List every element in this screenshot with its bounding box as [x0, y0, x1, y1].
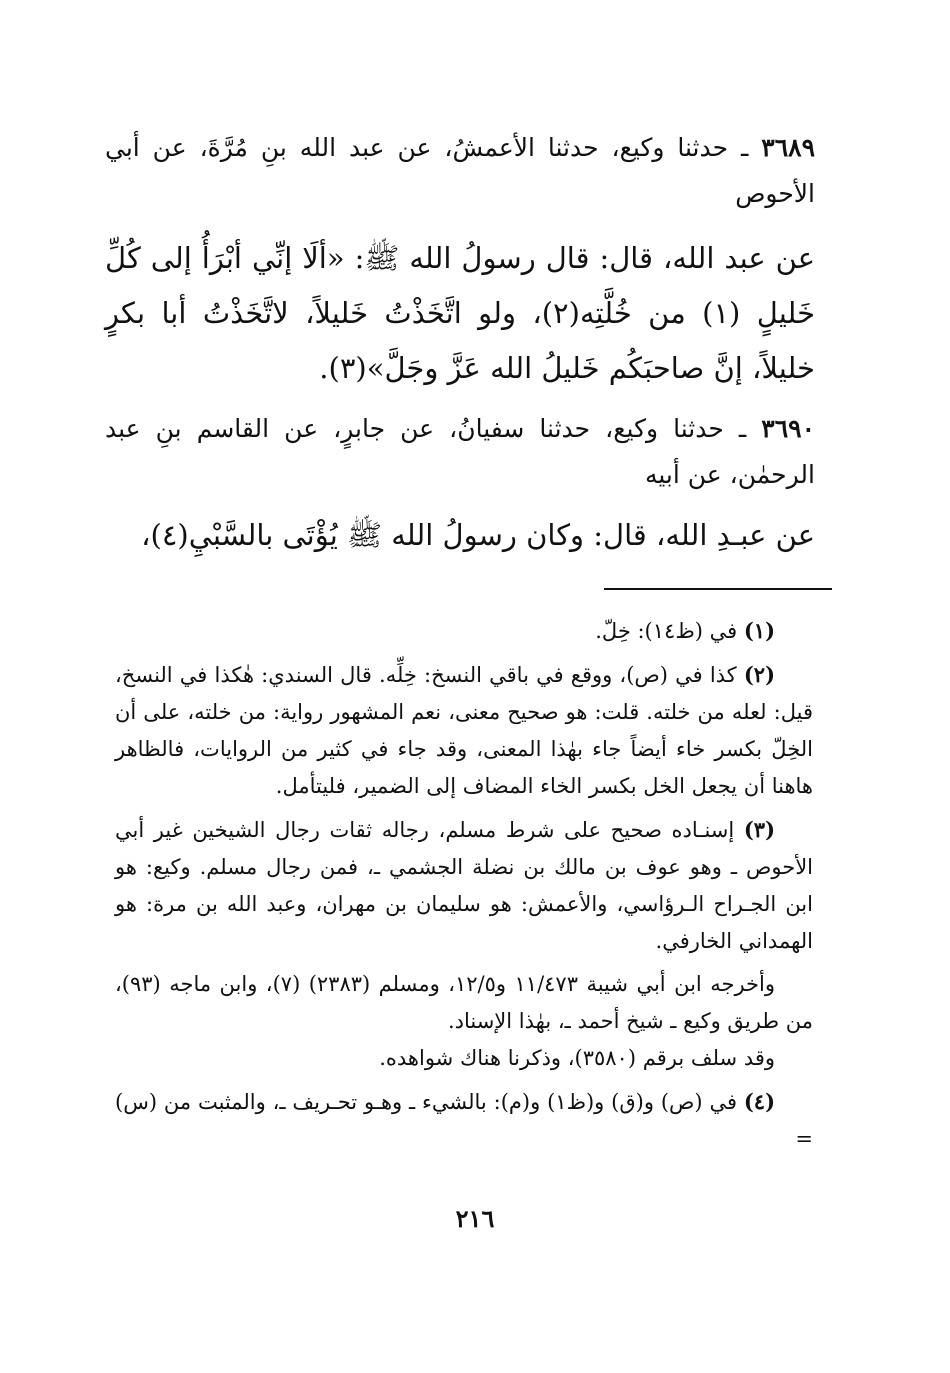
footnote-4 — [115, 1083, 813, 1158]
isnad-text: ـ حدثنا وكيع، حدثنا سفيانُ، عن جابرٍ، عن القاسم بنِ عبد الرحمٰن، عن أبيه — [105, 414, 815, 489]
hadith-matn: عن عبـدِ الله، قال: وكان رسولُ الله ﷺ يُؤْتَى بالسَّبْيِ(٤)، — [141, 518, 815, 552]
main-text — [105, 125, 815, 563]
footnote-mark: (٤) — [743, 1089, 776, 1114]
hadith-number: ٣٦٩٠ — [761, 414, 815, 443]
footnote-3-cross-reference: وقد سلف برقم (٣٥٨٠)، وذكرنا هناك شواهده. — [379, 1046, 775, 1070]
footnote-text: إسنـاده صحيح على شرط مسلم، رجاله ثقات رجال الشيخين غير أبي الأحوص ـ وهو عوف بن مالك بن نضلة الجشمي ـ، فمن رجال مسلم. وكيع: هو ابن الجـراح الـرؤاسي، والأعمش: هو سليمان بن مهران، وعبد الله بن مرة: هو الهمداني الخارفي. — [115, 818, 813, 953]
footnote-2 — [115, 656, 813, 805]
footnote-3 — [115, 811, 813, 960]
hadith-matn: عن عبد الله، قال: قال رسولُ الله ﷺ: «ألَا إنِّي أبْرَأُ إلى كُلِّ خَليلٍ (١) من خُلَّتِه(٢)، ولو اتَّخَذْتُ خَليلاً، لاتَّخَذْتُ أبا بكرٍ خليلاً، إنَّ صاحبَكُم خَليلُ الله عَزَّ وجَلَّ»(٣). — [105, 241, 815, 385]
footnote-mark: (٢) — [743, 662, 775, 687]
hadith-isnad — [105, 125, 815, 217]
footnote-divider — [604, 588, 832, 590]
hadith-number: ٣٦٨٩ — [761, 133, 815, 162]
footnote-mark: (٣) — [743, 817, 775, 842]
footnote-mark: (١) — [743, 618, 775, 643]
footnote-1 — [115, 612, 813, 650]
footnote-text: في (ص) و(ق) و(ظ١) و(م): بالشيء ـ وهـو تحـريف ـ، والمثبت من (س) = — [115, 1090, 813, 1151]
page-number: ٢١٦ — [455, 1204, 495, 1233]
isnad-text: ـ حدثنا وكيع، حدثنا الأعمشُ، عن عبد الله بنِ مُرَّةَ، عن أبي الأحوص — [105, 133, 815, 208]
footnote-3-sources: وأخرجه ابن أبي شيبة ١١/٤٧٣ و١٢/٥، ومسلم (٢٣٨٣) (٧)، وابن ماجه (٩٣)، من طريق وكيع ـ شيخ أحمد ـ، بهٰذا الإسناد. — [115, 972, 813, 1033]
footnotes — [115, 612, 813, 1164]
hadith-isnad — [105, 406, 815, 498]
footnote-text: كذا في (ص)، ووقع في باقي النسخ: خِلِّه. قال السندي: هٰكذا في النسخ، قيل: لعله من خلته. قلت: هو صحيح معنى، نعم المشهور رواية: من خلته، على أن الخِلّ بكسر خاء أيضاً جاء بهٰذا المعنى، وقد جاء في كثير من الروايات، فالظاهر هاهنا أن يجعل الخل بكسر الخاء المضاف إلى الضمير، فليتأمل. — [115, 663, 813, 798]
footnote-text: في (ظ١٤): خِلّ. — [595, 619, 744, 643]
